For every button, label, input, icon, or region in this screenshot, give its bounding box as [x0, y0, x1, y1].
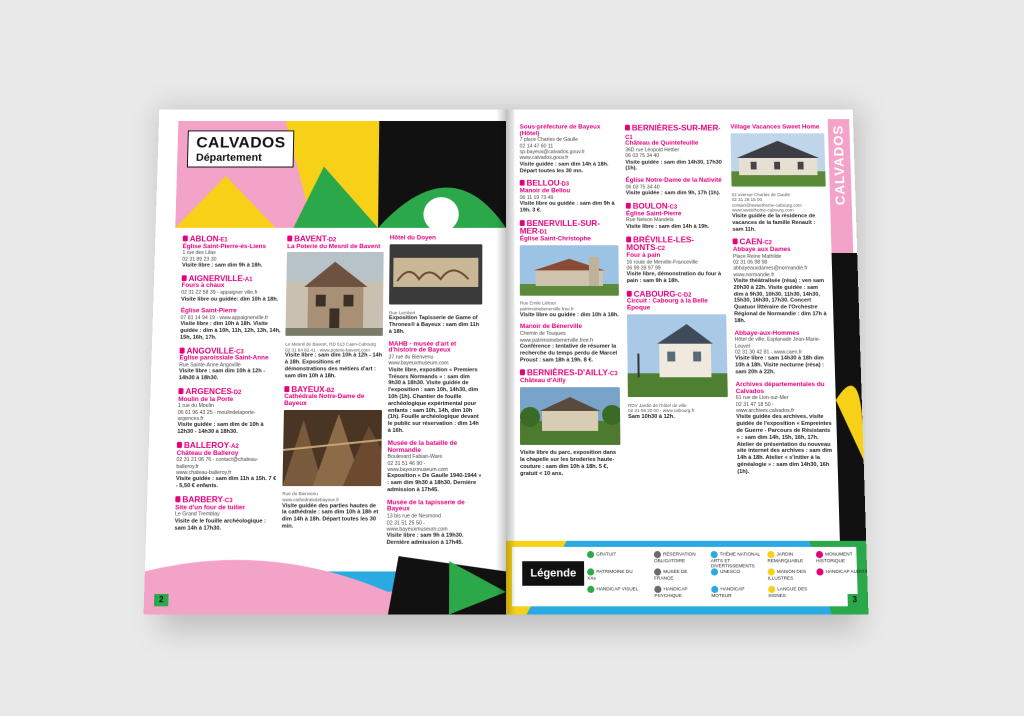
list-item	[388, 341, 482, 434]
list-item	[520, 180, 618, 214]
legend-item: GRATUIT	[587, 551, 640, 558]
town-name: BELLOU-D3	[520, 180, 618, 188]
visit-info: Visite libre : sam 9h à 19h30. Dernière admission à 17h45.	[386, 532, 464, 546]
visit-info: Visite guidée des parties hautes de la cathédrale : sam dim 10h à 18h et dim 14h à 18h. Départ toutes les 30 min.	[281, 502, 379, 530]
site-address: RDV Jardin de l'hôtel de ville	[627, 402, 687, 408]
list-item	[387, 441, 482, 494]
site-name: Moulin de la Porte	[178, 395, 234, 403]
site-contact: www.bayeuxmuseum.com	[388, 360, 449, 367]
list-item	[733, 239, 830, 325]
right-column-1	[520, 125, 621, 484]
site-name: Château de Quintefeuille	[625, 140, 699, 147]
page-subtitle: Département	[195, 152, 262, 164]
list-item	[730, 125, 827, 233]
site-website: patrimoinebenerville.free.fr	[519, 306, 574, 312]
site-name: Hôtel du Doyen	[389, 234, 436, 242]
site-name: Village Vacances Sweet Home	[730, 123, 820, 131]
town-name: CABOURG-C-D2	[627, 291, 726, 299]
pin-icon	[180, 347, 185, 353]
list-item	[520, 220, 619, 319]
visit-info: Visite libre, exposition « Premiers Trésors Normands » : sam dim 9h30 à 18h30. Visite guidée de l'exposition : sam 10h, 14h30, dim 10h (1h). Chantier de fouille archéologique expérimental pour enfants : sam 10h, 14h, dim 10h (1h). Fouille archéologique devant le public sur réservation : dim 14h à 16h.	[387, 367, 479, 434]
legend-symbol-icon	[768, 568, 775, 575]
site-website: www.normandie.fr	[733, 272, 775, 278]
town-name: BALLEROY-A2	[177, 442, 280, 451]
site-name: MAHB - musée d'art et d'histoire de Bayeux	[388, 340, 457, 354]
site-contact: 02 31 51 25 50 - www.bayeuxmuseum.com	[386, 519, 448, 533]
site-address: 62 avenue Charles de Gaulle	[731, 191, 791, 197]
list-item	[179, 347, 281, 382]
legend-title: Légende	[522, 561, 584, 586]
site-contact: 02 31 51 46 90 - www.bayeuxmuseum.com	[387, 460, 448, 473]
site-name: Église Saint-Pierre	[180, 307, 237, 315]
legend-item: HANDICAP MOTEUR	[711, 586, 745, 599]
site-address: 7 place Charles de Gaulle	[519, 137, 578, 144]
town-name: BAYEUX-B2	[284, 386, 382, 395]
pin-icon	[626, 203, 631, 209]
town-name: BERNIÈRES-SUR-MER-C1	[625, 123, 721, 141]
right-column-2	[625, 125, 728, 427]
legend-item: HANDICAP VISUEL	[587, 586, 640, 593]
legend-item: MUSÉE DE FRANCE	[654, 569, 688, 581]
visit-info: Visite libre : dim 10h à 18h. Visite guidée : dim à 10h, 11h, 12h, 13h, 14h, 15h, 16h, 17h.	[179, 321, 281, 341]
legend-symbol-icon	[654, 586, 661, 593]
legend-symbol-icon	[711, 586, 718, 593]
site-contact: 02 31 84 82 41 - www.poterie-bavent.com	[285, 347, 370, 353]
site-name: Église Notre-Dame de la Nativité	[625, 177, 722, 184]
site-name: Église Saint-Pierre	[625, 210, 682, 218]
site-address: 61 rue de Lion-sur-Mer	[735, 395, 789, 402]
site-name: Abbaye aux Dames	[732, 246, 791, 253]
site-address: Le Mesnil de Bavent, RD 513 Caen-Cabourg	[285, 341, 376, 347]
visit-info: Conférence : tentative de résumer la recherche du temps perdu de Marcel Proust : sam 18h à 19h. 8 €.	[519, 343, 618, 363]
site-phone: 06 99 28 97 99	[626, 265, 661, 272]
site-detail: Rue Sainte-Anne Angoville	[179, 362, 241, 369]
visit-info: Visite guidée : sam dim 9h, 17h (1h).	[625, 190, 721, 197]
pin-icon	[627, 291, 632, 297]
site-phone: 02 31 28 15 00	[731, 197, 762, 203]
visit-info: Visite de le fouille archéologique : sam 14h à 17h30.	[174, 518, 267, 532]
list-item	[520, 325, 620, 364]
legend-item: JARDIN REMARQUABLE	[767, 551, 804, 564]
site-detail: www.chateau-balleroy.fr	[176, 470, 232, 477]
visit-info: Visite guidée des archives, visite guidée de l'exposition « Empreintes de Guerre - Parcours de Résistants » : sam dim 14h, 15h, 16h, 17h. Atelier de présentation du nouveau site internet des archives : sam dim 14h à 18h. Atelier « s'initier à la généalogie » : sam dim 14h30, 16h (1h).	[736, 414, 833, 475]
legend-symbol-icon	[816, 551, 823, 558]
pin-icon	[520, 220, 525, 226]
visit-info: Sam 10h30 à 12h.	[628, 413, 675, 420]
list-item	[182, 236, 283, 270]
visit-info: Visite libre du parc, exposition dans la chapelle sur les broderies haute-couture : sam dim 10h à 18h. 5 €, gratuit < 10 ans.	[520, 450, 617, 477]
site-detail: 02 31 21 06 76 - contact@chateau-balleroy.fr	[176, 457, 259, 470]
list-item	[627, 291, 729, 421]
left-column-2	[281, 236, 383, 537]
church-photo	[520, 245, 619, 295]
legend-symbol-icon	[654, 551, 661, 558]
list-item	[625, 125, 723, 173]
legend-symbol-icon	[587, 586, 594, 593]
site-name: Château de Balleroy	[176, 449, 239, 457]
visit-info: Visite libre ou guidée : sam dim 9h à 19h. 3 €.	[519, 201, 615, 214]
site-website: www.calvados.gouv.fr	[519, 155, 569, 162]
page-title: CALVADOS	[196, 135, 286, 152]
pin-icon	[177, 442, 182, 448]
town-name: ABLON-E1	[183, 236, 284, 244]
site-address: Rue Lambert	[388, 309, 416, 315]
site-name: Manoir de Bénerville	[519, 323, 583, 331]
site-name: Musée de la tapisserie de Bayeux	[386, 498, 465, 513]
list-item	[734, 331, 831, 377]
list-item	[285, 236, 384, 380]
list-item	[177, 388, 280, 436]
visit-info: Visite libre ou guidée : dim 10h à 18h.	[519, 312, 619, 318]
visit-info: Visite libre ou guidée: dim 10h à 18h.	[181, 296, 279, 303]
list-item	[735, 382, 833, 476]
site-name: Manoir de Bellou	[519, 187, 571, 195]
site-website: www.sweethome-cabourg.com	[731, 207, 794, 213]
site-address: 16 route de Merville-Franceville	[626, 259, 698, 266]
site-name: Site d'un four de tuilier	[175, 503, 246, 512]
town-name: BAVENT-D2	[287, 236, 384, 244]
visit-info: Visite libre : sam dim 14h à 19h.	[626, 223, 710, 230]
legend-symbol-icon	[587, 551, 594, 558]
right-column-3	[730, 125, 834, 482]
town-name: ANGOVILLE-C3	[179, 347, 281, 355]
visit-info: Visite libre : sam dim 9h à 18h.	[181, 262, 263, 269]
legend-symbol-icon	[654, 568, 661, 575]
pin-icon	[284, 386, 289, 392]
legend-item: MAISON DES ILLUSTRES	[767, 569, 807, 581]
legend-item: HANDICAP AUDITIF	[816, 568, 868, 575]
site-name: Abbaye-aux-Hommes	[734, 329, 800, 337]
list-item	[389, 236, 483, 336]
site-name: Four à pain	[626, 251, 661, 259]
chateau-ailly-photo	[520, 387, 620, 445]
site-detail: Le Grand Tremblay	[174, 511, 220, 518]
visit-info: Visite guidée de la résidence de vacances de la famille Renault : sam 11h.	[732, 213, 816, 233]
book-gutter	[496, 110, 516, 615]
visit-info: Visite libre, démonstration du four à pain : sam 9h à 18h.	[626, 271, 722, 285]
site-detail: 06 61 96 43 25 - moulindelaporte-argences.fr	[177, 409, 256, 423]
town-name: BRÉVILLE-LES-MONTS-C2	[626, 235, 695, 253]
site-detail: 1 rue des Lilas	[182, 250, 216, 257]
legend-symbol-icon	[816, 568, 823, 575]
site-address: Chemin de Touques	[519, 331, 566, 338]
site-detail: 1 rue du Moulin	[177, 403, 214, 410]
list-item	[180, 309, 282, 342]
list-item	[174, 496, 278, 532]
cabourg-villa-photo	[627, 314, 728, 397]
site-name: Château d'Ailly	[519, 377, 566, 385]
site-email: abbayeauxdames@normandie.fr	[733, 265, 808, 272]
legend-item: UNESCO	[711, 568, 764, 575]
site-contact: 02 31 06 20 00 - www.cabourg.fr	[628, 408, 695, 414]
site-phone: 02 31 06 98 98	[733, 259, 768, 266]
site-address: Rue Emile Liétout	[519, 301, 556, 306]
site-name: Cathédrale Notre-Dame de Bayeux	[284, 393, 365, 407]
site-name: Église paroissiale Saint-Anne	[179, 354, 269, 362]
town-name: BOULON-C3	[626, 203, 724, 211]
tapestry-photo	[389, 244, 482, 304]
left-page	[144, 110, 506, 615]
pin-icon	[287, 236, 292, 242]
visit-info: Visite guidée : sam dim 14h à 18h. Départ toutes les 30 mn.	[519, 161, 609, 174]
site-address: 13 bis rue de Nesmond	[386, 513, 442, 520]
list-item	[176, 442, 280, 490]
site-address: Boulevard Fabian-Ware	[387, 454, 443, 461]
list-item	[282, 386, 383, 531]
list-item	[626, 236, 725, 285]
site-email: sp-bayeux@calvados.gouv.fr	[519, 149, 585, 156]
site-phone: 02 14 47 60 11	[519, 143, 554, 150]
legend-item: PATRIMOINE DU XXe	[587, 569, 633, 581]
list-item	[520, 370, 621, 478]
site-phone: 06 03 75 34 40	[625, 153, 660, 160]
town-name: BENERVILLE-SUR-MER-D1	[519, 218, 600, 236]
visit-info: Visite libre : sam 14h30 à 18h dim 10h à 18h. Visite nocturne (résa) : sam 20h à 22h.	[734, 355, 825, 376]
visit-info: Visite guidée : sam dim 14h30, 17h30 (1h).	[625, 159, 722, 172]
list-item	[387, 500, 482, 547]
legend-item: LANGUE DES SIGNES	[768, 586, 808, 599]
side-title-band	[828, 119, 854, 253]
legend-item: THÈME NATIONAL ARTS ET DIVERTISSEMENTS	[710, 551, 761, 569]
site-email: contact@sweethome-cabourg.com	[731, 202, 802, 208]
legend-symbol-icon	[711, 551, 718, 558]
page-title-box	[187, 130, 295, 167]
town-name: BARBERY-C3	[175, 496, 278, 505]
site-name: Circuit : Cabourg à la Belle Époque	[626, 298, 708, 312]
pin-icon	[626, 236, 631, 242]
visit-info: Visite libre : sam dim 10h à 12h - 14h à 18h. Expositions et démonstrations des métiers d'art : sam dim 10h à 18h.	[284, 352, 383, 379]
list-item	[626, 178, 724, 197]
legend-item: RÉSERVATION OBLIGATOIRE	[653, 551, 696, 564]
site-name: Fours à chaux	[181, 282, 225, 290]
legend-symbol-icon	[711, 568, 718, 575]
list-item	[626, 203, 725, 230]
legend-item: HANDICAP PSYCHIQUE	[654, 586, 688, 599]
site-name: Sous-préfecture de Bayeux (Hôtel)	[519, 123, 601, 137]
site-address: 36D rue Léopold Hettier	[625, 147, 680, 154]
legend-symbol-icon	[767, 551, 774, 558]
side-title: CALVADOS	[829, 124, 848, 206]
visit-info: Visite guidée : sam dim 11h à 15h. 7 € - 5,50 € enfants.	[175, 476, 277, 490]
site-phone: 06 11 19 73 49	[519, 194, 554, 201]
site-website: www.patrimoinebenerville.free.fr	[519, 337, 594, 344]
sweet-home-photo	[730, 133, 825, 186]
site-address: Rue Nelson Mandela	[625, 217, 674, 224]
pin-icon	[733, 239, 738, 245]
list-item	[181, 275, 283, 303]
site-address: Hôtel de ville, Esplanade Jean-Marie-Louvel	[734, 337, 821, 350]
pin-icon	[183, 236, 188, 242]
town-name: ARGENCES-D2	[178, 388, 280, 397]
pin-icon	[178, 388, 183, 394]
cathedral-photo	[282, 410, 382, 486]
visit-info: Exposition « De Gaulle 1940-1944 » : sam dim 9h30 à 18h30. Dernière admission à 17h45.	[387, 473, 482, 494]
site-phone: 06 03 75 34 40	[625, 184, 660, 191]
visit-info: Visite libre : sam dim 10h à 12h - 14h30 à 18h30.	[178, 368, 266, 382]
pin-icon	[520, 370, 525, 376]
town-name: AIGNERVILLE-A1	[182, 275, 283, 283]
site-detail: 02 31 89 23 30	[182, 256, 217, 263]
pin-icon	[182, 275, 187, 281]
site-address: 37 rue du Bienvenu	[388, 354, 434, 361]
pin-icon	[625, 125, 630, 131]
visit-info: Visite théâtralisée (résa) : ven sam 20h30 à 22h. Visite guidée : sam dim à 9h30, 10h30, 11h30, 14h30, 15h30, 16h30, 17h30. Concert Quatuor littéraire de l'Orchestre Régional de Normandie : dim 17h à 18h.	[733, 278, 827, 324]
site-detail: 07 81 14 94 19 - www.appaignerville.fr	[180, 315, 269, 322]
site-detail: 02 31 22 58 39 - appaigner ville.fr	[181, 290, 258, 296]
page-number: 3	[847, 594, 862, 606]
pin-icon	[175, 496, 180, 502]
page-number: 2	[154, 594, 169, 606]
visit-info: Exposition Tapisserie de Game of Thrones® à Bayeux : sam dim 11h à 18h.	[388, 315, 480, 335]
town-name: CAEN-C2	[733, 239, 828, 247]
pin-icon	[520, 180, 525, 186]
site-contact: 02 31 47 18 50 - www.archives.calvados.fr	[735, 401, 795, 415]
left-column-1	[174, 236, 283, 539]
legend-item: MONUMENT HISTORIQUE	[816, 551, 853, 564]
visit-info: Visite guidée : sam dim de 10h à 12h30 - 14h30 à 18h30.	[177, 422, 264, 436]
site-address: Place Reine Mathilde	[732, 253, 782, 260]
poterie-photo	[285, 252, 383, 336]
site-contact: 02 31 30 42 81 - www.caen.fr	[734, 349, 803, 356]
site-name: La Poterie du Mesnil de Bavent	[287, 242, 381, 250]
site-address: Rue du Bienvenu	[282, 491, 318, 497]
list-item	[520, 125, 618, 175]
legend-symbol-icon	[587, 568, 594, 575]
legend-symbol-icon	[768, 586, 775, 593]
site-name: Musée de la bataille de Normandie	[387, 439, 458, 454]
legend	[512, 547, 869, 606]
town-name: BERNIÈRES-D'AILLY-C3	[520, 370, 620, 379]
site-contact: www.cathedraledebayeux.fr	[282, 497, 340, 503]
site-name: Église Saint-Christophe	[519, 235, 591, 243]
site-name: Archives départementales du Calvados	[735, 381, 825, 395]
booklet-spread	[144, 110, 869, 615]
right-page	[506, 110, 868, 615]
left-column-3	[386, 236, 482, 553]
site-name: Église Saint-Pierre-ès-Liens	[182, 242, 267, 250]
